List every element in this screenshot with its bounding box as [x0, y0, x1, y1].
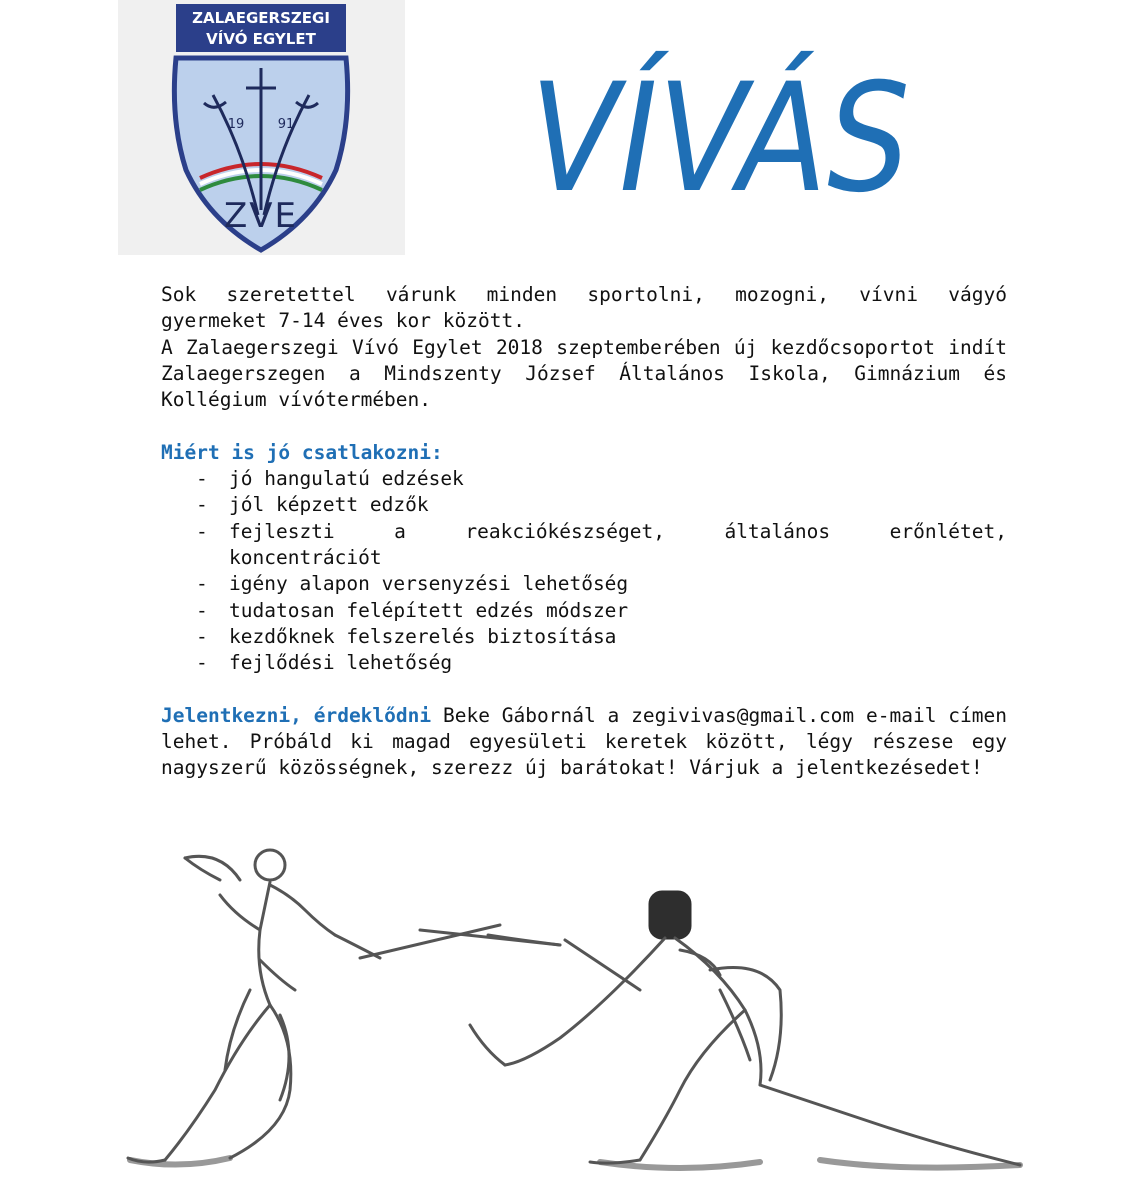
main-content	[161, 282, 1007, 782]
contact-paragraph	[161, 703, 1007, 782]
list-item: - kezdőknek felszerelés biztosítása	[196, 624, 617, 648]
intro-line-2: gyermeket 7-14 éves kor között.	[161, 309, 525, 333]
fencers-illustration	[120, 840, 1025, 1200]
logo-initials: ZVE	[223, 196, 299, 236]
list-item: - fejleszti a reakciókészséget, általános erőnlétet,	[196, 519, 1007, 543]
list-item-continuation: koncentrációt	[229, 545, 382, 569]
headline-text: VÍVÁS	[530, 52, 968, 226]
contact-lead: Jelentkezni, érdeklődni	[161, 703, 432, 727]
logo-year-left: 19	[227, 117, 245, 132]
logo-line2: VÍVÓ EGYLET	[206, 30, 316, 48]
logo-line1: ZALAEGERSZEGI	[192, 9, 330, 27]
list-item: - tudatosan felépített edzés módszer	[196, 598, 629, 622]
club-logo	[118, 0, 405, 255]
intro-paragraph: A Zalaegerszegi Vívó Egylet 2018 szeptemberében új kezdőcsoportot indít Zalaegerszegen a Mindszenty József Általános Iskola, Gimnázium és Kollégium vívótermében.	[161, 335, 1007, 412]
list-item: - jól képzett edzők	[196, 493, 429, 517]
benefits-list	[161, 466, 1007, 676]
list-item: - jó hangulatú edzések	[196, 467, 464, 491]
why-heading: Miért is jó csatlakozni:	[161, 440, 443, 464]
list-item: - fejlődési lehetőség	[196, 651, 453, 675]
intro-line-1: Sok szeretettel várunk minden sportolni, mozogni, vívni vágyó	[161, 283, 1007, 306]
contact-text: Beke Gábornál a zegivivas@gmail.com e-mail címen lehet. Próbáld ki magad egyesületi keretek között, légy részese egy nagyszerű közösségnek, szerezz új barátokat! Várjuk a jelentkezésedet!	[161, 703, 1007, 780]
list-item: - igény alapon versenyzési lehetőség	[196, 572, 629, 596]
logo-year-right: 91	[277, 117, 295, 132]
headline	[520, 40, 968, 226]
